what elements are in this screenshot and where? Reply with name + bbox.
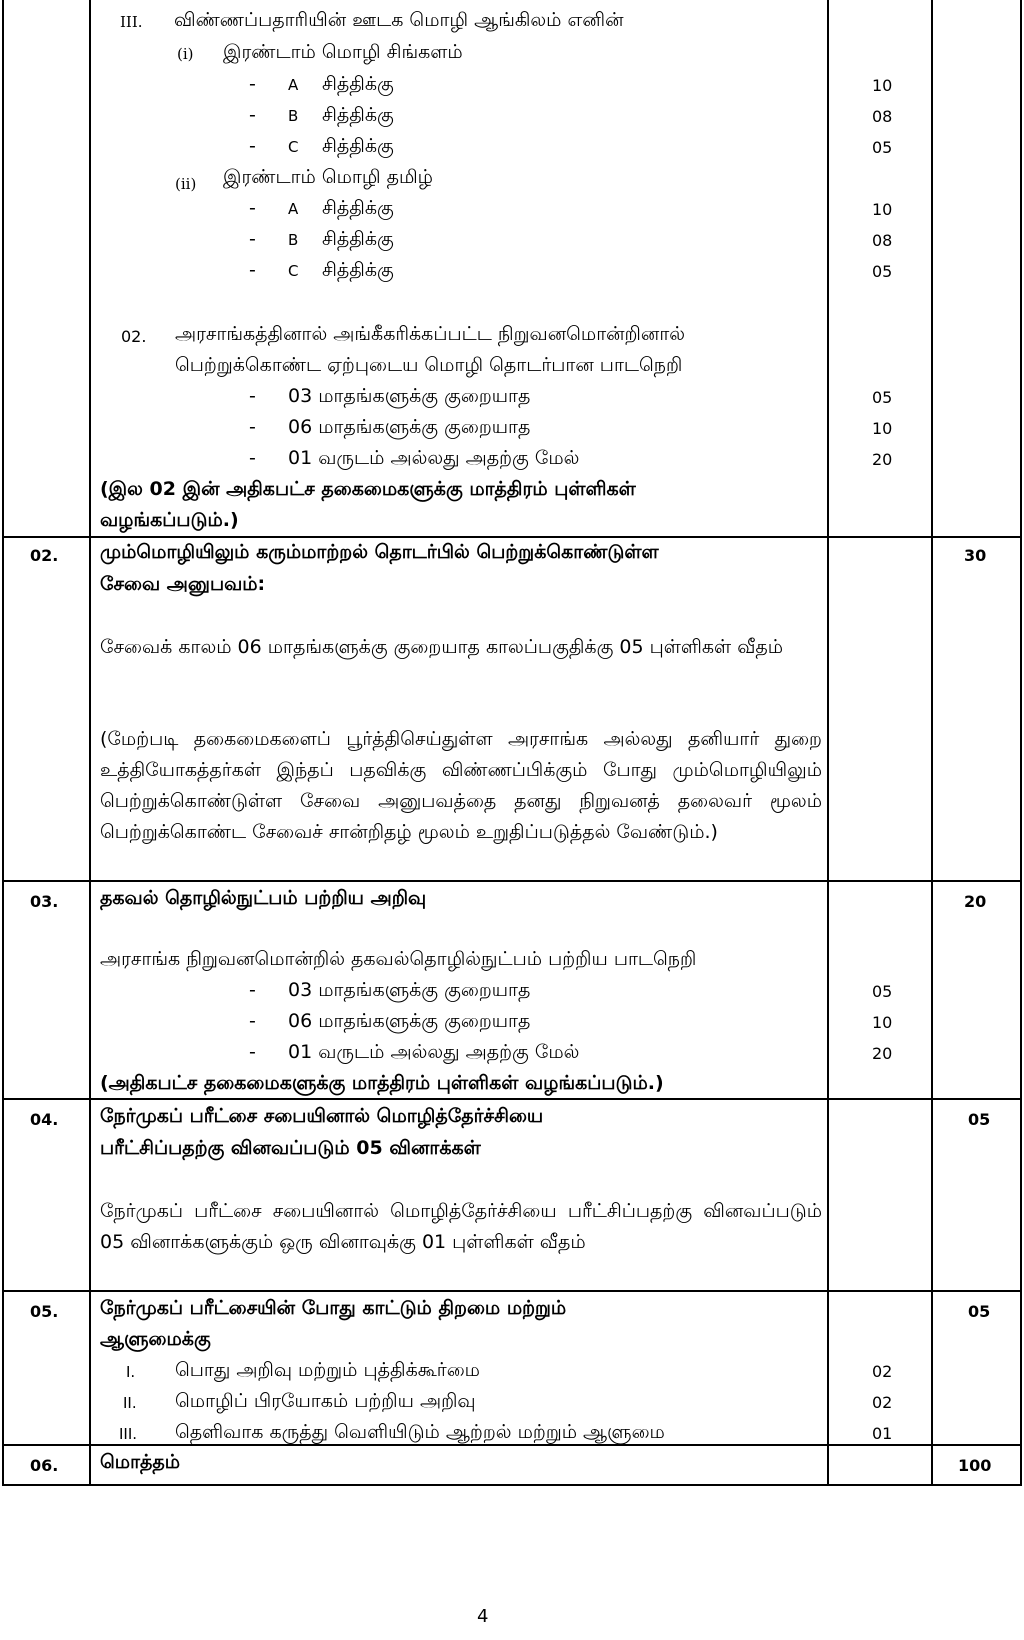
- item-marks: 08: [872, 107, 893, 126]
- row-divider: [2, 880, 1022, 882]
- row-marks: 05: [968, 1110, 991, 1129]
- item-text: 01 வருடம் அல்லது அதற்கு மேல்: [288, 1041, 580, 1063]
- dash: -: [249, 73, 256, 95]
- row-divider: [2, 1098, 1022, 1100]
- row-note: (அதிகபட்ச தகைமைகளுக்கு மாத்திரம் புள்ளிகள் வழங்கப்படும்.): [100, 1072, 664, 1094]
- grade-letter: C: [288, 138, 299, 156]
- item-label-iii: III.: [120, 13, 143, 31]
- item-label: III.: [119, 1425, 138, 1443]
- item-text: சித்திக்கு: [322, 197, 394, 219]
- grade-letter: A: [288, 76, 299, 94]
- dash: -: [249, 447, 256, 469]
- row-title-line1: நேர்முகப் பரீட்சை சபையினால் மொழித்தேர்ச்சியை: [100, 1105, 544, 1127]
- table-border-bottom: [2, 1484, 1022, 1486]
- note-line2: வழங்கப்படும்.): [100, 509, 239, 531]
- row-marks: 30: [964, 546, 987, 565]
- item-marks: 05: [872, 138, 893, 157]
- item-text: சித்திக்கு: [322, 73, 394, 95]
- page-number: 4: [477, 1606, 489, 1627]
- row-marks: 20: [964, 892, 987, 911]
- item-text: 03 மாதங்களுக்கு குறையாத: [288, 979, 531, 1001]
- row-marks: 05: [968, 1302, 991, 1321]
- row-number: 05.: [30, 1302, 59, 1321]
- item-text: சித்திக்கு: [322, 104, 394, 126]
- row-body: சேவைக் காலம் 06 மாதங்களுக்கு குறையாத காலப்பகுதிக்கு 05 புள்ளிகள் வீதம்: [100, 636, 784, 658]
- item-text: சித்திக்கு: [322, 259, 394, 281]
- col-divider-2: [827, 0, 829, 1484]
- subsection-title-line2: பெற்றுக்கொண்ட ஏற்புடைய மொழி தொடர்பான பாடநெறி: [175, 354, 683, 376]
- subitem-text-i: இரண்டாம் மொழி சிங்களம்: [223, 41, 463, 63]
- total-marks: 100: [958, 1456, 992, 1475]
- subitem-label-i: (i): [177, 45, 194, 63]
- dash: -: [249, 135, 256, 157]
- item-text-iii: விண்ணப்பதாரியின் ஊடக மொழி ஆங்கிலம் எனின்: [174, 9, 624, 31]
- row-divider: [2, 1444, 1022, 1446]
- row-title: தகவல் தொழில்நுட்பம் பற்றிய அறிவு: [100, 887, 427, 909]
- item-text: 03 மாதங்களுக்கு குறையாத: [288, 385, 531, 407]
- item-marks: 10: [872, 1013, 893, 1032]
- item-marks: 10: [872, 76, 893, 95]
- row-body-note: (மேற்படி தகைமைகளைப் பூர்த்திசெய்துள்ள அரசாங்க அல்லது தனியார் துறை உத்தியோகத்தர்கள் இந்தப் பதவிக்கு விண்ணப்பிக்கும் போது மும்மொழியிலும் பெற்றுக்கொண்டுள்ள சேவை அனுபவத்தை தனது நிறுவனத் தலைவர் மூலம் பெற்றுக்கொண்ட சேவைச் சான்றிதழ் மூலம் உறுதிப்படுத்தல் வேண்டும்.): [100, 728, 822, 843]
- subitem-text-ii: இரண்டாம் மொழி தமிழ்: [223, 166, 433, 188]
- item-marks: 08: [872, 231, 893, 250]
- item-text: 01 வருடம் அல்லது அதற்கு மேல்: [288, 447, 580, 469]
- item-marks: 05: [872, 262, 893, 281]
- item-marks: 10: [872, 419, 893, 438]
- dash: -: [249, 1041, 256, 1063]
- row-divider: [2, 1290, 1022, 1292]
- row-title-line2: பரீட்சிப்பதற்கு வினவப்படும் 05 வினாக்கள்: [100, 1137, 481, 1159]
- col-divider-1: [89, 0, 91, 1484]
- grade-letter: B: [288, 231, 299, 249]
- item-marks: 20: [872, 1044, 893, 1063]
- row-number: 03.: [30, 892, 59, 911]
- item-text: 06 மாதங்களுக்கு குறையாத: [288, 416, 531, 438]
- item-marks: 02: [872, 1362, 893, 1381]
- row-title-line1: நேர்முகப் பரீட்சையின் போது காட்டும் திறமை மற்றும்: [100, 1297, 567, 1319]
- table-border-left: [2, 0, 4, 1484]
- item-text: சித்திக்கு: [322, 135, 394, 157]
- row-body: நேர்முகப் பரீட்சை சபையினால் மொழித்தேர்ச்சியை பரீட்சிப்பதற்கு வினவப்படும் 05 வினாக்களுக்கும் ஒரு வினாவுக்கு 01 புள்ளிகள் வீதம்: [100, 1200, 822, 1253]
- dash: -: [249, 979, 256, 1001]
- grade-letter: A: [288, 200, 299, 218]
- item-text: தெளிவாக கருத்து வெளியிடும் ஆற்றல் மற்றும் ஆளுமை: [175, 1421, 665, 1443]
- item-text: 06 மாதங்களுக்கு குறையாத: [288, 1010, 531, 1032]
- item-label: I.: [126, 1363, 136, 1381]
- dash: -: [249, 197, 256, 219]
- dash: -: [249, 228, 256, 250]
- item-label: II.: [123, 1394, 137, 1412]
- item-marks: 05: [872, 388, 893, 407]
- row-title-line2: சேவை அனுபவம்:: [100, 573, 266, 595]
- col-divider-3: [931, 0, 933, 1484]
- item-text: சித்திக்கு: [322, 228, 394, 250]
- dash: -: [249, 1010, 256, 1032]
- item-marks: 10: [872, 200, 893, 219]
- dash: -: [249, 259, 256, 281]
- row-number: 02.: [30, 546, 59, 565]
- item-text: பொது அறிவு மற்றும் புத்திக்கூர்மை: [175, 1359, 480, 1381]
- subsection-title-line1: அரசாங்கத்தினால் அங்கீகரிக்கப்பட்ட நிறுவனமொன்றினால்: [175, 323, 686, 345]
- note-line1: (இல 02 இன் அதிகபட்ச தகைமைகளுக்கு மாத்திரம் புள்ளிகள்: [100, 478, 636, 500]
- subsection-number: 02.: [121, 327, 147, 346]
- row-number: 06.: [30, 1456, 59, 1475]
- row-number: 04.: [30, 1110, 59, 1129]
- dash: -: [249, 104, 256, 126]
- item-text: மொழிப் பிரயோகம் பற்றிய அறிவு: [175, 1390, 476, 1412]
- item-marks: 02: [872, 1393, 893, 1412]
- dash: -: [249, 416, 256, 438]
- row-title-line2: ஆளுமைக்கு: [100, 1328, 211, 1350]
- total-label: மொத்தம்: [100, 1451, 181, 1473]
- row-title-line1: மும்மொழியிலும் கரும்மாற்றல் தொடர்பில் பெற்றுக்கொண்டுள்ள: [100, 541, 659, 563]
- table-border-right: [1020, 0, 1022, 1484]
- grade-letter: B: [288, 107, 299, 125]
- subitem-label-ii: (ii): [175, 175, 197, 193]
- item-marks: 01: [872, 1424, 893, 1443]
- row-divider: [2, 536, 1022, 538]
- item-marks: 05: [872, 982, 893, 1001]
- row-body: அரசாங்க நிறுவனமொன்றில் தகவல்தொழில்நுட்பம் பற்றிய பாடநெறி: [100, 948, 697, 970]
- dash: -: [249, 385, 256, 407]
- item-marks: 20: [872, 450, 893, 469]
- grade-letter: C: [288, 262, 299, 280]
